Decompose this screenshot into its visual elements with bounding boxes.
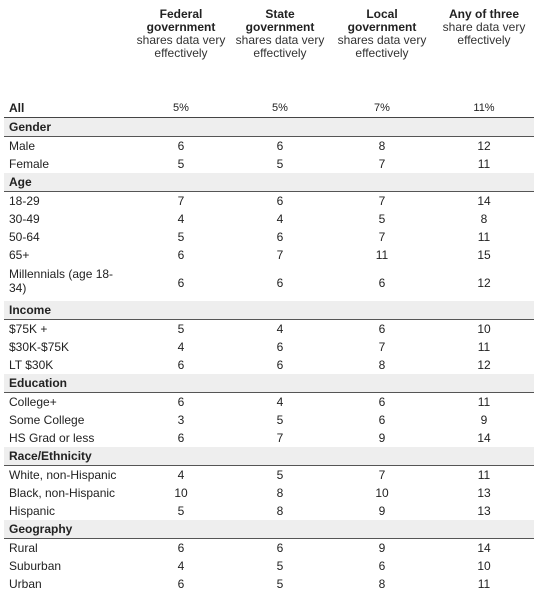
cell-any: 8 xyxy=(480,212,488,226)
header-cell-blank xyxy=(4,8,132,98)
table-row xyxy=(4,246,534,264)
section-title: Education xyxy=(4,374,534,393)
table-row xyxy=(4,210,534,228)
cell-federal: 6 xyxy=(177,395,185,409)
cell-federal: 6 xyxy=(177,431,185,445)
cell-local: 6 xyxy=(378,322,386,336)
cell-local: 8 xyxy=(378,139,386,153)
cell-state: 5 xyxy=(276,577,284,591)
cell-local: 10 xyxy=(375,486,389,500)
cell-local: 7 xyxy=(378,230,386,244)
row-label: $30K-$75K xyxy=(9,340,70,354)
cell-any: 13 xyxy=(477,486,491,500)
section-title: Income xyxy=(4,301,534,320)
section-header xyxy=(4,118,534,137)
table-row xyxy=(4,356,534,374)
row-label: Hispanic xyxy=(9,504,56,518)
cell-federal: 3 xyxy=(177,413,185,427)
table-row xyxy=(4,393,534,412)
header-row xyxy=(4,8,534,98)
table-row xyxy=(4,264,534,301)
cell-federal: 4 xyxy=(177,468,185,482)
cell-state: 8 xyxy=(276,504,284,518)
cell-local: 9 xyxy=(378,504,386,518)
all-value-any: 11% xyxy=(434,98,534,118)
all-value-federal: 5% xyxy=(132,98,230,118)
cell-local: 8 xyxy=(378,358,386,372)
table-row xyxy=(4,338,534,356)
cell-local: 5 xyxy=(378,212,386,226)
cell-any: 10 xyxy=(477,322,491,336)
cell-state: 4 xyxy=(276,322,284,336)
row-label: 50-64 xyxy=(9,230,40,244)
section-title: Gender xyxy=(4,118,534,137)
cell-state: 8 xyxy=(276,486,284,500)
cell-state: 7 xyxy=(276,431,284,445)
cell-federal: 6 xyxy=(177,541,185,555)
cell-federal: 5 xyxy=(177,322,185,336)
cell-local: 11 xyxy=(375,248,389,262)
all-value-state: 5% xyxy=(230,98,330,118)
cell-any: 13 xyxy=(477,504,491,518)
cell-state: 6 xyxy=(276,275,284,290)
row-label: Rural xyxy=(9,541,38,555)
cell-local: 7 xyxy=(378,194,386,208)
header-cell-state xyxy=(230,8,330,98)
cell-any: 11 xyxy=(477,577,491,591)
header-state-subtitle: shares data very effectively xyxy=(235,33,325,60)
cell-federal: 6 xyxy=(177,577,185,591)
cell-any: 15 xyxy=(477,248,491,262)
cell-any: 11 xyxy=(477,340,491,354)
header-any-title: Any of three xyxy=(448,7,519,21)
cell-state: 5 xyxy=(276,468,284,482)
all-row xyxy=(4,98,534,118)
cell-state: 4 xyxy=(276,212,284,226)
header-local-title: Local government xyxy=(347,7,417,34)
cell-federal: 5 xyxy=(177,504,185,518)
table-row xyxy=(4,466,534,485)
section-title: Race/Ethnicity xyxy=(4,447,534,466)
table-body xyxy=(4,98,534,593)
cell-federal: 6 xyxy=(177,358,185,372)
cell-local: 7 xyxy=(378,468,386,482)
cell-state: 5 xyxy=(276,157,284,171)
cell-any: 11 xyxy=(477,157,491,171)
table-row xyxy=(4,155,534,173)
cell-federal: 6 xyxy=(177,248,185,262)
cell-federal: 6 xyxy=(177,275,185,290)
section-title: Age xyxy=(4,173,534,192)
row-label: HS Grad or less xyxy=(9,431,95,445)
row-label: LT $30K xyxy=(9,358,54,372)
cell-local: 9 xyxy=(378,431,386,445)
cell-state: 7 xyxy=(276,248,284,262)
cell-any: 14 xyxy=(477,194,491,208)
cell-any: 11 xyxy=(477,395,491,409)
cell-any: 14 xyxy=(477,541,491,555)
header-federal-title: Federal government xyxy=(146,7,216,34)
cell-any: 12 xyxy=(477,275,491,290)
cell-local: 7 xyxy=(378,157,386,171)
row-label: College+ xyxy=(9,395,57,409)
row-label: $75K + xyxy=(9,322,48,336)
row-label: Millennials (age 18-34) xyxy=(9,267,114,295)
header-local-subtitle: shares data very effectively xyxy=(337,33,427,60)
cell-local: 8 xyxy=(378,577,386,591)
row-label: Some College xyxy=(9,413,85,427)
table-row xyxy=(4,137,534,156)
cell-federal: 5 xyxy=(177,157,185,171)
header-federal-subtitle: shares data very effectively xyxy=(136,33,226,60)
all-label: All xyxy=(4,98,132,118)
table-row xyxy=(4,320,534,339)
cell-any: 12 xyxy=(477,358,491,372)
cell-any: 11 xyxy=(477,468,491,482)
cell-federal: 4 xyxy=(177,559,185,573)
table-row xyxy=(4,429,534,447)
data-table xyxy=(4,8,534,593)
section-header xyxy=(4,173,534,192)
cell-any: 10 xyxy=(477,559,491,573)
cell-any: 12 xyxy=(477,139,491,153)
row-label: White, non-Hispanic xyxy=(9,468,117,482)
cell-federal: 5 xyxy=(177,230,185,244)
header-cell-local xyxy=(330,8,434,98)
cell-federal: 10 xyxy=(174,486,188,500)
cell-any: 14 xyxy=(477,431,491,445)
cell-state: 6 xyxy=(276,230,284,244)
header-any-subtitle: share data very effectively xyxy=(442,20,526,47)
cell-local: 6 xyxy=(378,395,386,409)
row-label: Urban xyxy=(9,577,42,591)
cell-federal: 7 xyxy=(177,194,185,208)
row-label: 65+ xyxy=(9,248,30,262)
cell-local: 7 xyxy=(378,340,386,354)
section-title: Geography xyxy=(4,520,534,539)
cell-any: 9 xyxy=(480,413,488,427)
cell-federal: 4 xyxy=(177,340,185,354)
row-label: 30-49 xyxy=(9,212,40,226)
cell-local: 6 xyxy=(378,413,386,427)
cell-state: 5 xyxy=(276,413,284,427)
row-label: Male xyxy=(9,139,36,153)
cell-federal: 6 xyxy=(177,139,185,153)
table-row xyxy=(4,228,534,246)
section-header xyxy=(4,520,534,539)
cell-local: 6 xyxy=(378,559,386,573)
cell-any: 11 xyxy=(477,230,491,244)
cell-federal: 4 xyxy=(177,212,185,226)
table-row xyxy=(4,557,534,575)
section-header xyxy=(4,447,534,466)
cell-state: 6 xyxy=(276,194,284,208)
header-cell-any xyxy=(434,8,534,98)
cell-local: 6 xyxy=(378,275,386,290)
row-label: 18-29 xyxy=(9,194,40,208)
row-label: Suburban xyxy=(9,559,62,573)
table-row xyxy=(4,484,534,502)
cell-state: 6 xyxy=(276,340,284,354)
cell-state: 5 xyxy=(276,559,284,573)
header-state-title: State government xyxy=(245,7,315,34)
section-header xyxy=(4,301,534,320)
cell-state: 6 xyxy=(276,541,284,555)
all-value-local: 7% xyxy=(330,98,434,118)
cell-local: 9 xyxy=(378,541,386,555)
row-label: Black, non-Hispanic xyxy=(9,486,116,500)
cell-state: 6 xyxy=(276,358,284,372)
table-row xyxy=(4,411,534,429)
row-label: Female xyxy=(9,157,50,171)
table-row xyxy=(4,539,534,558)
cell-state: 4 xyxy=(276,395,284,409)
table-row xyxy=(4,575,534,593)
cell-state: 6 xyxy=(276,139,284,153)
table-row xyxy=(4,192,534,211)
header-cell-federal xyxy=(132,8,230,98)
table-row xyxy=(4,502,534,520)
section-header xyxy=(4,374,534,393)
